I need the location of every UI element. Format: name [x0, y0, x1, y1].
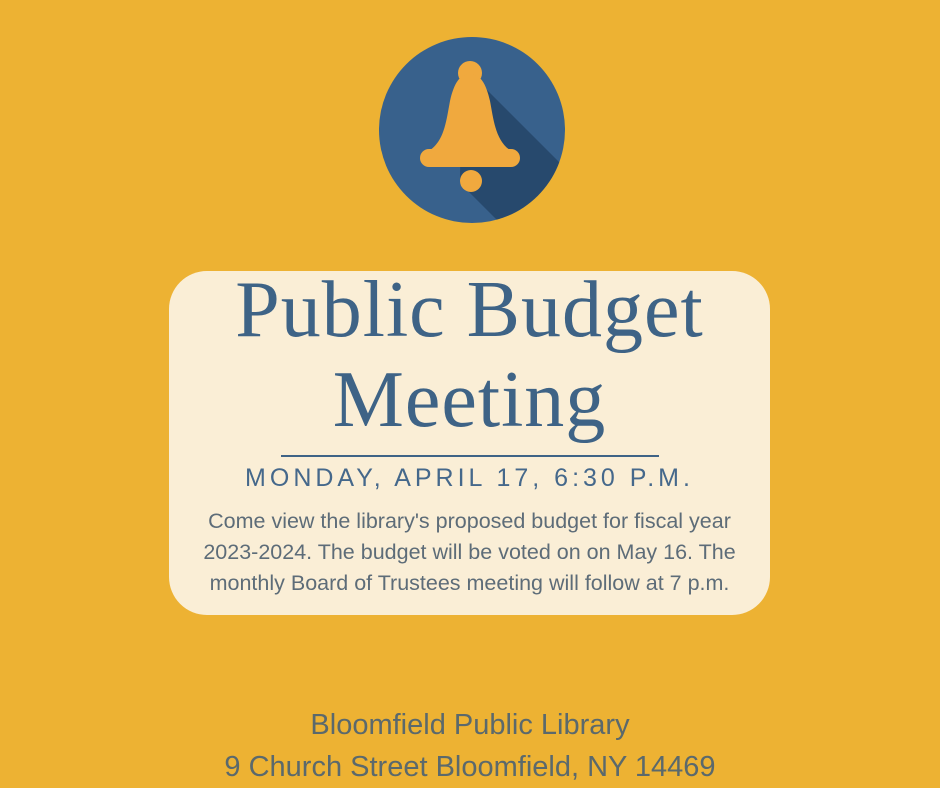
library-info — [0, 704, 940, 788]
event-title — [169, 271, 770, 445]
event-title-line2: Meeting — [332, 356, 607, 444]
event-datetime: MONDAY, APRIL 17, 6:30 P.M. — [245, 464, 694, 492]
title-underline — [281, 455, 659, 457]
event-description-line1: Come view the library's proposed budget for fiscal year — [208, 509, 731, 533]
library-address: 9 Church Street Bloomfield, NY 14469 — [224, 751, 716, 783]
event-title-line1: Public Budget — [235, 271, 704, 354]
bell-icon — [360, 18, 584, 242]
announcement-card — [169, 271, 770, 615]
event-description-line3: monthly Board of Trustees meeting will follow at 7 p.m. — [209, 571, 730, 595]
event-description-line2: 2023-2024. The budget will be voted on on May 16. The — [203, 540, 736, 564]
library-name: Bloomfield Public Library — [310, 709, 630, 741]
event-description — [169, 506, 770, 599]
